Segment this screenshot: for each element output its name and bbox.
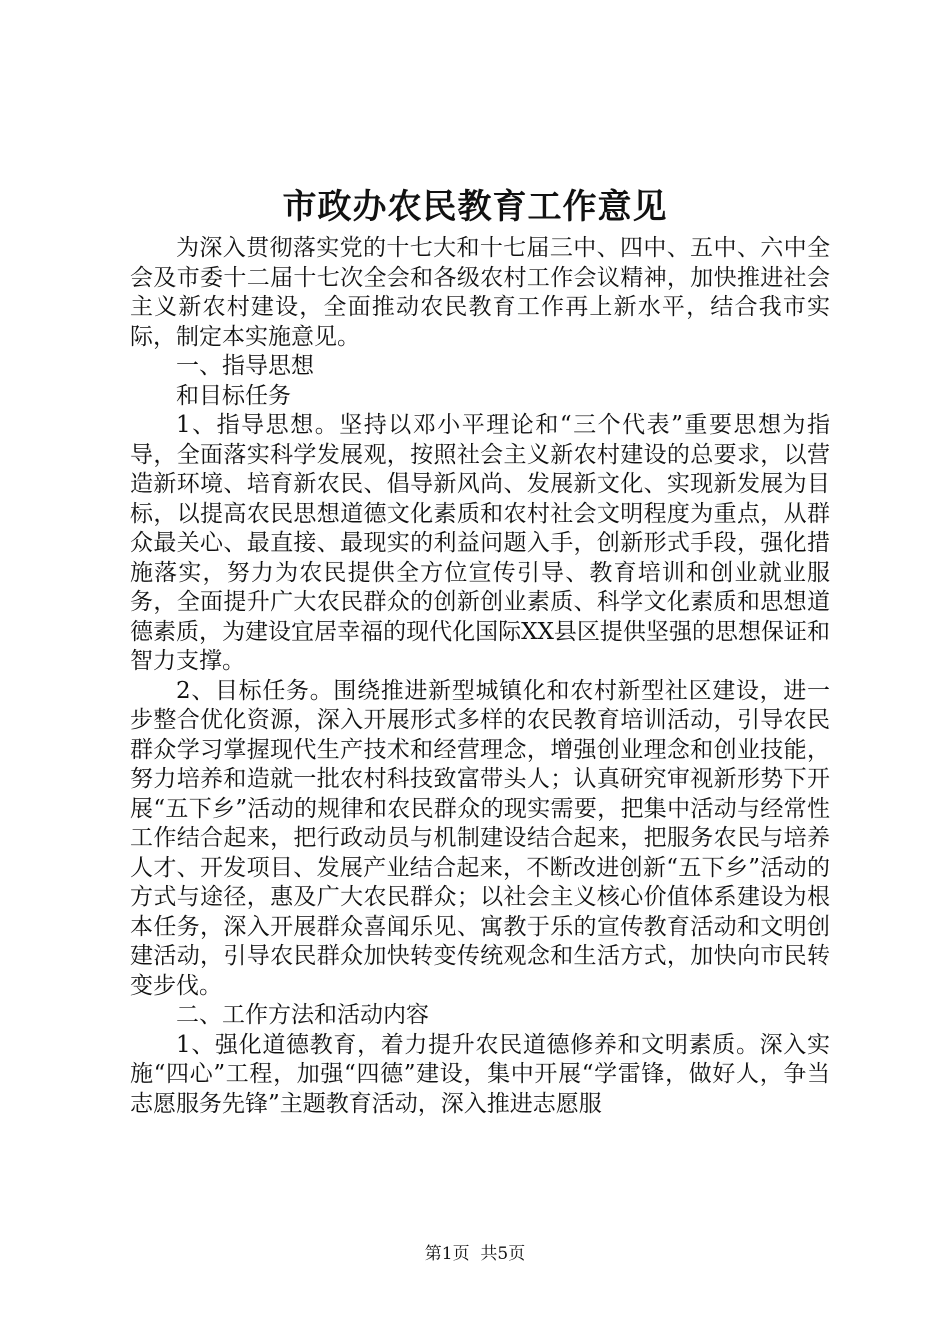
paragraph-target-tasks: 2、目标任务。围绕推进新型城镇化和农村新型社区建设，进一步整合优化资源，深入开展形式多样的农民教育培训活动，引导农民群众学习掌握现代生产技术和经营理念，增强创业理念和创业技能，努力培养和造就一批农村科技致富带头人；认真研究审视新形势下开展“五下乡”活动的规律和农民群众的现实需要，把集中活动与经常性工作结合起来，把行政动员与机制建设结合起来，把服务农民与培养人才、开发项目、发展产业结合起来，不断改进创新“五下乡”活动的方式与途径，惠及广大农民群众；以社会主义核心价值体系建设为根本任务，深入开展群众喜闻乐见、寓教于乐的宣传教育活动和文明创建活动，引导农民群众加快转变传统观念和生活方式，加快向市民转变步伐。 [130, 677, 830, 999]
page-number: 第1页 共5页 [424, 1244, 526, 1264]
section-heading-1-continued: 和目标任务 [176, 382, 291, 409]
paragraph-intro: 为深入贯彻落实党的十七大和十七届三中、四中、五中、六中全会及市委十二届十七次全会和各级农村工作会议精神，加快推进社会主义新农村建设，全面推动农民教育工作再上新水平，结合我市实际，制定本实施意见。 [130, 235, 830, 350]
section-heading-1: 一、指导思想 [176, 353, 314, 379]
document-body [130, 234, 830, 1119]
document-title: 市政办农民教育工作意见 [282, 187, 668, 227]
page-footer [0, 1243, 950, 1265]
paragraph-guiding-thought: 1、指导思想。坚持以邓小平理论和“三个代表”重要思想为指导，全面落实科学发展观，按照社会主义新农村建设的总要求，以营造新环境、培育新农民、倡导新风尚、发展新文化、实现新发展为目标，以提高农民思想道德文化素质和农村社会文明程度为重点，从群众最关心、最直接、最现实的利益问题入手，创新形式手段，强化措施落实，努力为农民提供全方位宣传引导、教育培训和创业就业服务，全面提升广大农民群众的创新创业素质、科学文化素质和思想道德素质，为建设宜居幸福的现代化国际XX县区提供坚强的思想保证和智力支撑。 [130, 412, 830, 674]
section-heading-2: 二、工作方法和活动内容 [176, 1002, 429, 1028]
paragraph-moral-education: 1、强化道德教育，着力提升农民道德修养和文明素质。深入实施“四心”工程，加强“四德”建设，集中开展“学雷锋，做好人，争当志愿服务先锋”主题教育活动，深入推进志愿服 [130, 1031, 830, 1117]
